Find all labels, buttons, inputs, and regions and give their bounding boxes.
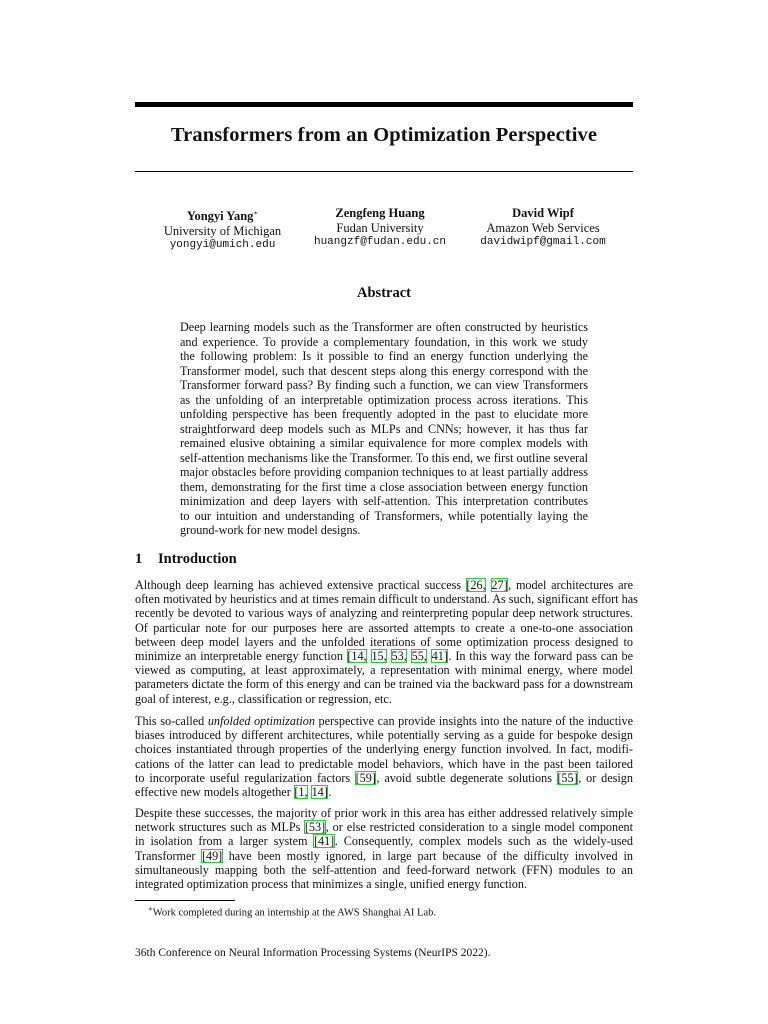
footnote xyxy=(148,905,436,919)
paragraph-line xyxy=(135,849,633,863)
section-heading xyxy=(135,551,237,568)
abstract-line: unfolding perspective has been frequently adopted in the past to elucidate more xyxy=(180,407,588,421)
author-block xyxy=(468,206,618,250)
citation-link[interactable]: 15, xyxy=(371,649,387,664)
footnote-rule xyxy=(135,900,235,901)
paper-title: Transformers from an Optimization Perspective xyxy=(170,124,598,146)
paragraph-line: between deep model layers and the unfolded iterations of some optimization process designed to xyxy=(135,634,633,649)
citation-link[interactable]: [26, xyxy=(466,578,486,592)
paragraph-line: Of particular note for our purposes here are assorted attempts to create a one-to-one association xyxy=(135,620,633,635)
paragraph-line: choices instantiated through properties of the underlying energy function involved. In fact, modifi- xyxy=(135,742,633,757)
abstract-line: them, demonstrating for the first time a close association between energy function xyxy=(180,479,588,494)
emphasis-text: unfolded optimization xyxy=(207,714,315,728)
citation-link[interactable]: [59] xyxy=(355,770,376,785)
author-block xyxy=(305,206,455,250)
citation-link[interactable]: 53, xyxy=(391,649,407,664)
abstract-line: as the unfolding of an interpretable optimization process across iterations. This xyxy=(180,392,588,407)
paragraph-line xyxy=(135,785,633,799)
paragraph-line xyxy=(135,820,633,834)
citation-link[interactable]: [55] xyxy=(557,770,578,785)
paragraph-line: goal of interest, e.g., classification or regression, etc. xyxy=(135,691,392,706)
author-footnote-mark: ∗ xyxy=(253,209,259,217)
text-run: . In this way the forward pass can be xyxy=(448,649,634,664)
text-run: minimize an interpretable energy function xyxy=(135,649,347,664)
text-run: . xyxy=(328,785,332,800)
author-affiliation: Amazon Web Services xyxy=(486,220,600,235)
paragraph-line xyxy=(135,714,633,728)
citation-link[interactable]: [1, xyxy=(294,785,308,800)
text-run: effective new models altogether xyxy=(135,785,294,800)
text-run: This so-called xyxy=(135,714,208,728)
paragraph-line: recently be devoted to various ways of analyzing and reinterpreting popular deep network structures. xyxy=(135,606,633,621)
author-affiliation: Fudan University xyxy=(336,220,424,235)
paragraph-line: viewed as computing, at least approximately, a representation with minimal energy, where model xyxy=(135,663,633,678)
author-name: David Wipf xyxy=(512,206,574,220)
citation-link[interactable]: [14, xyxy=(347,649,367,664)
abstract-line: and experience. To provide a complementary foundation, in this work we study xyxy=(180,334,588,349)
paragraph-line xyxy=(135,649,633,663)
footnote-text: Work completed during an internship at the AWS Shanghai AI Lab. xyxy=(152,907,436,919)
text-run: , or design xyxy=(578,770,633,785)
title-top-rule xyxy=(135,102,633,107)
paragraph-line: integrated optimization process that minimizes a single, unified energy function. xyxy=(135,877,528,892)
citation-link[interactable]: [53] xyxy=(304,820,326,835)
abstract-line: Deep learning models such as the Transformer are often constructed by heuristics xyxy=(180,320,588,334)
author-email: huangzf@fudan.edu.cn xyxy=(313,236,447,248)
intro-paragraph-3 xyxy=(135,806,633,891)
abstract-heading: Abstract xyxy=(357,285,411,301)
text-run: , avoid subtle degenerate solutions xyxy=(376,770,557,785)
abstract-line: self-attention mechanisms like the Transformer. To this end, we first outline several xyxy=(180,450,588,465)
text-run: network structures such as MLPs xyxy=(135,820,305,835)
text-run: have been mostly ignored, in large part because of the difficulty involved in xyxy=(222,848,633,863)
section-title: Introduction xyxy=(158,551,237,567)
text-run: , model architectures are xyxy=(508,578,633,592)
paragraph-line: often motivated by heuristics and at times remain difficult to understand. As such, significant effort has xyxy=(135,592,638,607)
title-bottom-rule xyxy=(135,171,633,172)
citation-link[interactable]: 27] xyxy=(491,578,508,592)
paragraph-line xyxy=(135,834,633,848)
paragraph-line: Despite these successes, the majority of prior work in this area has either addressed relatively simple xyxy=(135,806,633,820)
author-name: Zengfeng Huang xyxy=(335,206,425,220)
author-affiliation: University of Michigan xyxy=(163,223,282,238)
section-number: 1 xyxy=(135,551,143,567)
citation-link[interactable]: 55, xyxy=(411,649,427,664)
citation-link[interactable]: [49] xyxy=(201,848,223,863)
citation-link[interactable]: 14] xyxy=(311,785,328,800)
abstract-line: major obstacles before providing companion techniques to at least partially address xyxy=(180,465,588,479)
text-run: in isolation from a larger system xyxy=(135,834,314,849)
abstract-body xyxy=(180,320,588,538)
text-run: . Consequently, complex models such as the widely-used xyxy=(334,834,633,849)
abstract-line: to our intuition and understanding of Transformers, while potentially laying the xyxy=(180,508,588,523)
author-email: yongyi@umich.edu xyxy=(169,239,276,252)
author-name: Yongyi Yang xyxy=(186,209,254,224)
text-run: , or else restricted consideration to a single model component xyxy=(325,820,633,835)
abstract-line: the following problem: Is it possible to find an energy function underlying the xyxy=(180,349,588,363)
abstract-line: Transformer forward pass? By finding such a function, we can view Transformers xyxy=(180,378,588,392)
text-run: Although deep learning has achieved extensive practical success xyxy=(135,578,466,592)
intro-paragraph-2 xyxy=(135,714,633,799)
text-run: Transformer xyxy=(135,848,202,863)
paragraph-line xyxy=(135,578,633,592)
paragraph-line: simultaneously mapping both the self-attention and feed-forward network (FFN) modules to an xyxy=(135,862,633,877)
abstract-line: remained elusive obtaining a similar equivalence for more complex models with xyxy=(180,436,588,450)
paragraph-line: biases introduced by different architectures, while potentially serving as a guide for bespoke design xyxy=(135,728,633,743)
paragraph-line xyxy=(135,771,633,785)
citation-link[interactable]: 41] xyxy=(431,649,448,664)
author-block xyxy=(150,206,295,253)
author-email: davidwipf@gmail.com xyxy=(480,236,606,248)
text-run: perspective can provide insights into the nature of the inductive xyxy=(314,714,633,728)
paragraph-line: cations of the latter can lead to predictable model behaviors, which have in the past been tailored xyxy=(135,756,633,771)
citation-link[interactable]: [41] xyxy=(313,834,335,849)
conference-note: 36th Conference on Neural Information Processing Systems (NeurIPS 2022). xyxy=(135,947,491,959)
footnote-mark: ∗ xyxy=(148,905,153,913)
abstract-line: Transformer model, such that descent steps along this energy correspond with the xyxy=(180,363,588,378)
text-run: to incorporate useful regularization factors xyxy=(135,770,356,785)
intro-paragraph-1 xyxy=(135,578,638,706)
abstract-line: minimization and deep layers with self-attention. This interpretation contributes xyxy=(180,494,588,508)
paragraph-line: parameters dictate the form of this energy and can be trained via the backward pass for a downstream xyxy=(135,677,633,692)
abstract-line: straightforward deep models such as MLPs and CNNs; however, it has thus far xyxy=(180,421,588,436)
abstract-line: ground-work for new model designs. xyxy=(180,523,361,537)
